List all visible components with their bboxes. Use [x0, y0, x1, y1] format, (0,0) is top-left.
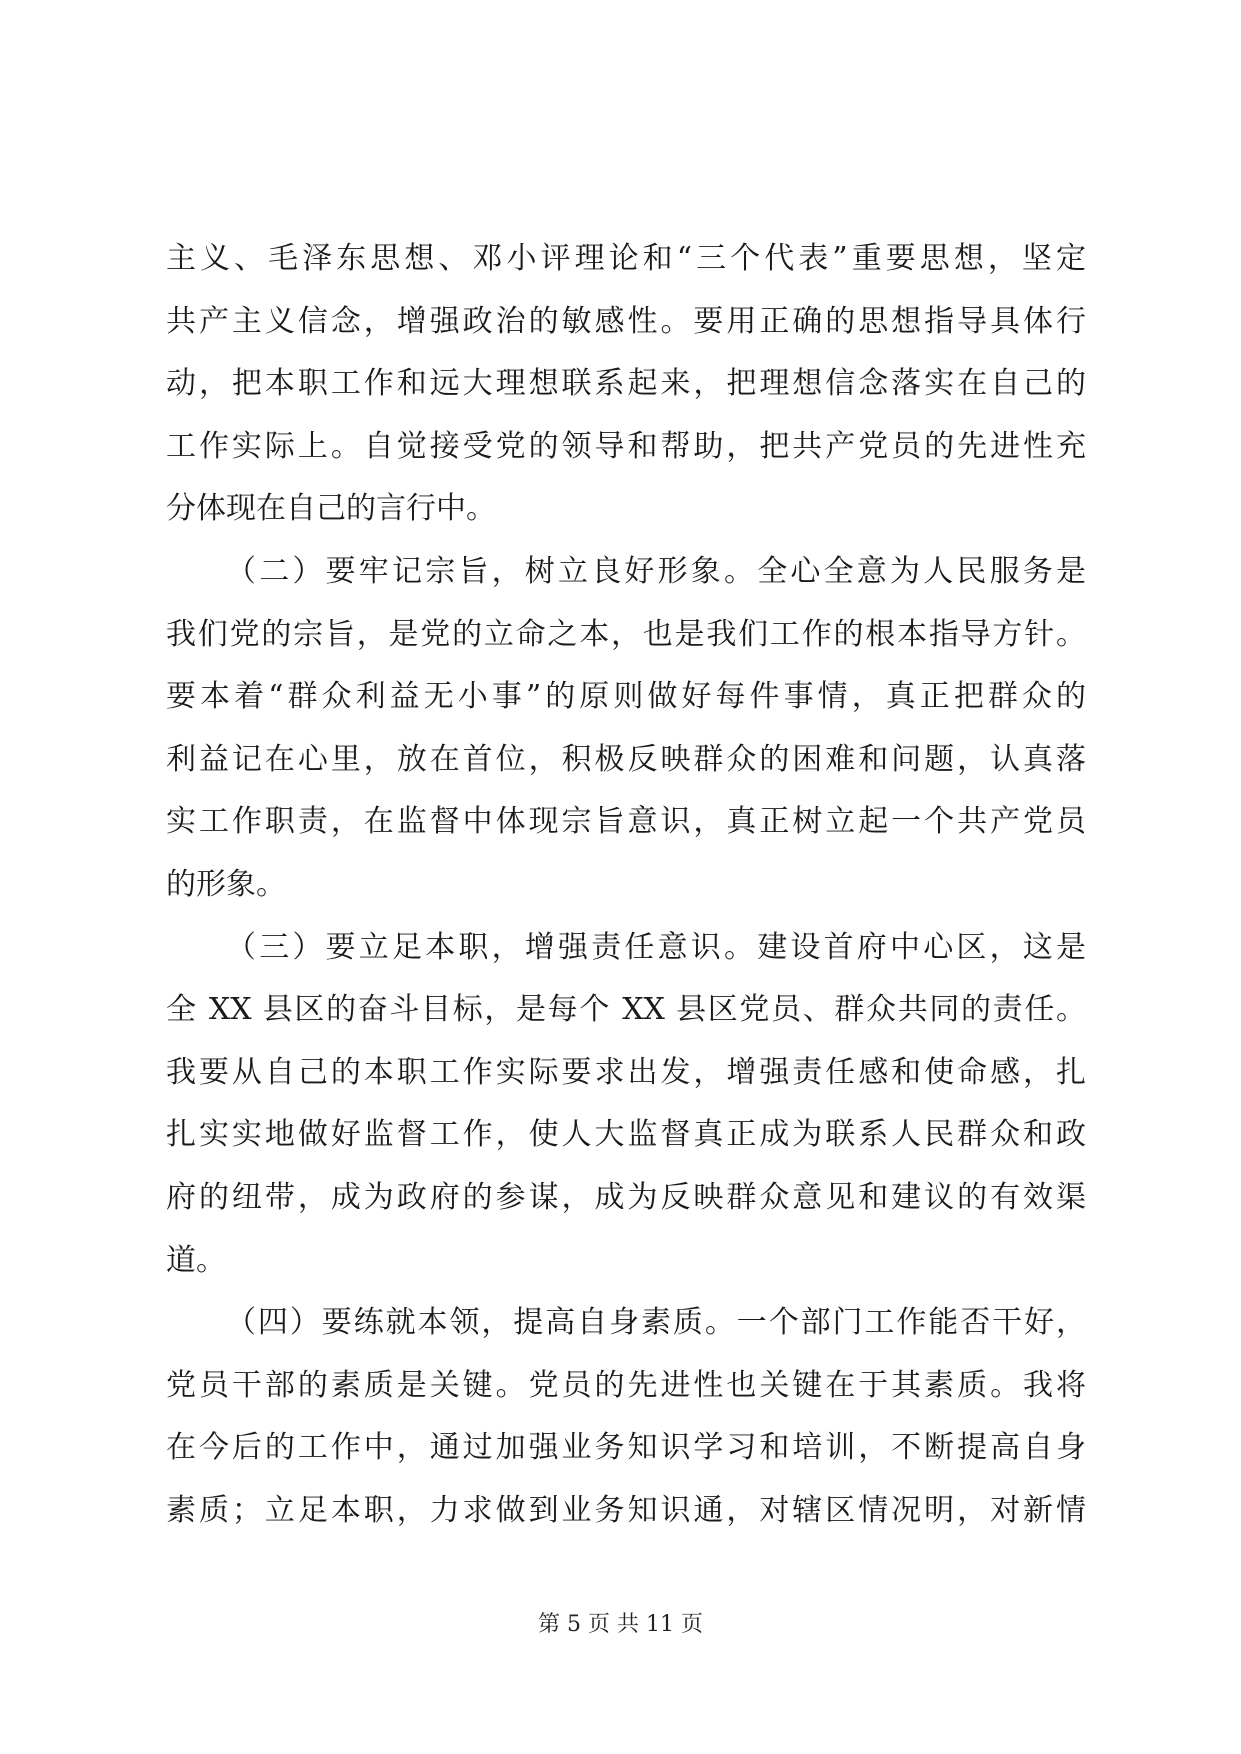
- text-line: 主义、毛泽东思想、邓小评理论和“三个代表”重要思想，坚定: [166, 241, 1086, 276]
- text-line: 我要从自己的本职工作实际要求出发，增强责任感和使命感，扎: [166, 1054, 1086, 1090]
- text-line: 的形象。: [166, 866, 286, 902]
- text-line: 全 XX 县区的奋斗目标，是每个 XX 县区党员、群众共同的责任。: [166, 992, 1086, 1028]
- text-line: 府的纽带，成为政府的参谋，成为反映群众意见和建议的有效渠: [166, 1179, 1086, 1215]
- text-line: 利益记在心里，放在首位，积极反映群众的困难和问题，认真落: [166, 741, 1086, 777]
- document-body: [166, 228, 1086, 1542]
- text-line: 党员干部的素质是关键。党员的先进性也关键在于其素质。我将: [166, 1367, 1086, 1403]
- text-line: 动，把本职工作和远大理想联系起来，把理想信念落实在自己的: [166, 366, 1086, 402]
- paragraph-heading-line: （四）要练就本领，提高自身素质。一个部门工作能否干好，: [226, 1305, 1086, 1341]
- text-line: 在今后的工作中，通过加强业务知识学习和培训，不断提高自身: [166, 1430, 1086, 1466]
- text-line: 要本着“群众利益无小事”的原则做好每件事情，真正把群众的: [166, 679, 1086, 715]
- text-line: 工作实际上。自觉接受党的领导和帮助，把共产党员的先进性充: [166, 428, 1086, 464]
- text-line: 道。: [166, 1242, 226, 1278]
- text-line: 分体现在自己的言行中。: [166, 491, 496, 527]
- page-number-footer: 第 5 页 共 11 页: [538, 1612, 703, 1637]
- text-line: 素质；立足本职，力求做到业务知识通，对辖区情况明，对新情: [166, 1492, 1086, 1528]
- paragraph-heading-line: （二）要牢记宗旨，树立良好形象。全心全意为人民服务是: [226, 553, 1086, 589]
- text-line: 扎实实地做好监督工作，使人大监督真正成为联系人民群众和政: [166, 1117, 1086, 1153]
- paragraph-heading-line: （三）要立足本职，增强责任意识。建设首府中心区，这是: [226, 929, 1086, 965]
- text-line: 共产主义信念，增强政治的敏感性。要用正确的思想指导具体行: [166, 303, 1086, 339]
- text-line: 实工作职责，在监督中体现宗旨意识，真正树立起一个共产党员: [166, 804, 1086, 840]
- text-line: 我们党的宗旨，是党的立命之本，也是我们工作的根本指导方针。: [166, 616, 1086, 652]
